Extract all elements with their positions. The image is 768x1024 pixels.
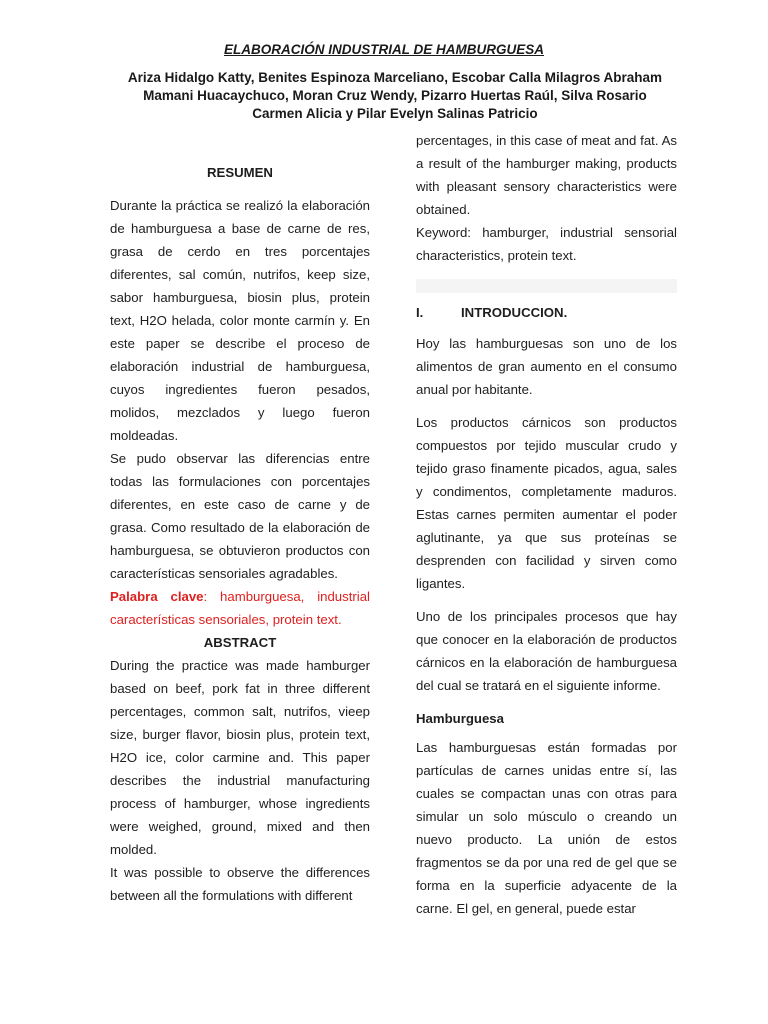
resumen-heading: RESUMEN <box>207 165 273 180</box>
abstract-heading: ABSTRACT <box>203 635 277 650</box>
author-line: Mamani Huacaychuco, Moran Cruz Wendy, Pizarro Huertas Raúl, Silva Rosario <box>143 88 647 103</box>
resumen-paragraph: Se pudo observar las diferencias entre todas las formulaciones con porcentajes diferentes, en este caso de carne y de grasa. Como resultado de la elaboración de hamburguesa, se obtuvieron productos con características sensoriales agradables. <box>110 451 370 581</box>
introduccion-paragraph: Uno de los principales procesos que hay que conocer en la elaboración de productos cárnicos en la elaboración de hamburguesa del cual se tratará en el siguiente informe. <box>416 609 677 693</box>
introduccion-paragraph: Hoy las hamburguesas son uno de los alimentos de gran aumento en el consumo anual por habitante. <box>416 336 677 397</box>
resumen-keywords <box>110 585 370 631</box>
section-number: I. <box>416 305 424 320</box>
left-column <box>110 161 370 907</box>
abstract-paragraph-continued: percentages, in this case of meat and fat. As a result of the hamburger making, products with pleasant sensory characteristics were obtained. <box>416 133 677 217</box>
author-line: Carmen Alicia y Pilar Evelyn Salinas Patricio <box>252 106 538 121</box>
introduccion-paragraph: Los productos cárnicos son productos compuestos por tejido muscular crudo y tejido graso finamente picados, agua, sales y condimentos, completamente maduros. Estas carnes permiten aumentar el poder aglutinante, ya que sus proteínas se desprenden con facilidad y sirven como ligantes. <box>416 415 677 591</box>
keywords-label: Palabra clave <box>110 589 204 604</box>
author-line: Ariza Hidalgo Katty, Benites Espinoza Marceliano, Escobar Calla Milagros Abraham <box>127 70 663 85</box>
abstract-paragraph: It was possible to observe the differences between all the formulations with different <box>110 865 370 903</box>
right-column <box>416 129 677 920</box>
hamburguesa-paragraph: Las hamburguesas están formadas por partículas de carnes unidas entre sí, las cuales se compactan unas con otras para simular un solo músculo o creando un nuevo producto. La unión de estos fragmentos se da por una red de gel que se forma en la superficie adyacente de la carne. El gel, en general, puede estar <box>416 740 677 916</box>
resumen-paragraph: Durante la práctica se realizó la elaboración de hamburguesa a base de carne de res, grasa de cerdo en tres porcentajes diferentes, sal común, nutrifos, keep size, sabor hamburguesa, biosin plus, protein text, H2O helada, color monte carmín y. En este paper se describe el proceso de elaboración industrial de hamburguesa, cuyos ingredientes fueron pesados, molidos, mezclados y luego fueron moldeadas. <box>110 198 370 443</box>
section-title: INTRODUCCION. <box>461 305 568 320</box>
paper-title: ELABORACIÓN INDUSTRIAL DE HAMBURGUESA <box>223 42 544 57</box>
introduccion-heading <box>416 301 677 324</box>
section-divider <box>416 279 677 293</box>
author-list <box>100 69 690 123</box>
hamburguesa-heading: Hamburguesa <box>416 711 504 726</box>
abstract-paragraph: During the practice was made hamburger based on beef, pork fat in three different percentages, common salt, nutrifos, vieep size, burger flavor, biosin plus, protein text, H2O ice, color carmine and. This paper describes the industrial manufacturing process of hamburger, whose ingredients were weighed, ground, mixed and then molded. <box>110 658 370 857</box>
keywords-text: : hamburguesa, industrial características sensoriales, protein text. <box>110 589 370 627</box>
abstract-keywords: Keyword: hamburger, industrial sensorial characteristics, protein text. <box>416 225 677 263</box>
